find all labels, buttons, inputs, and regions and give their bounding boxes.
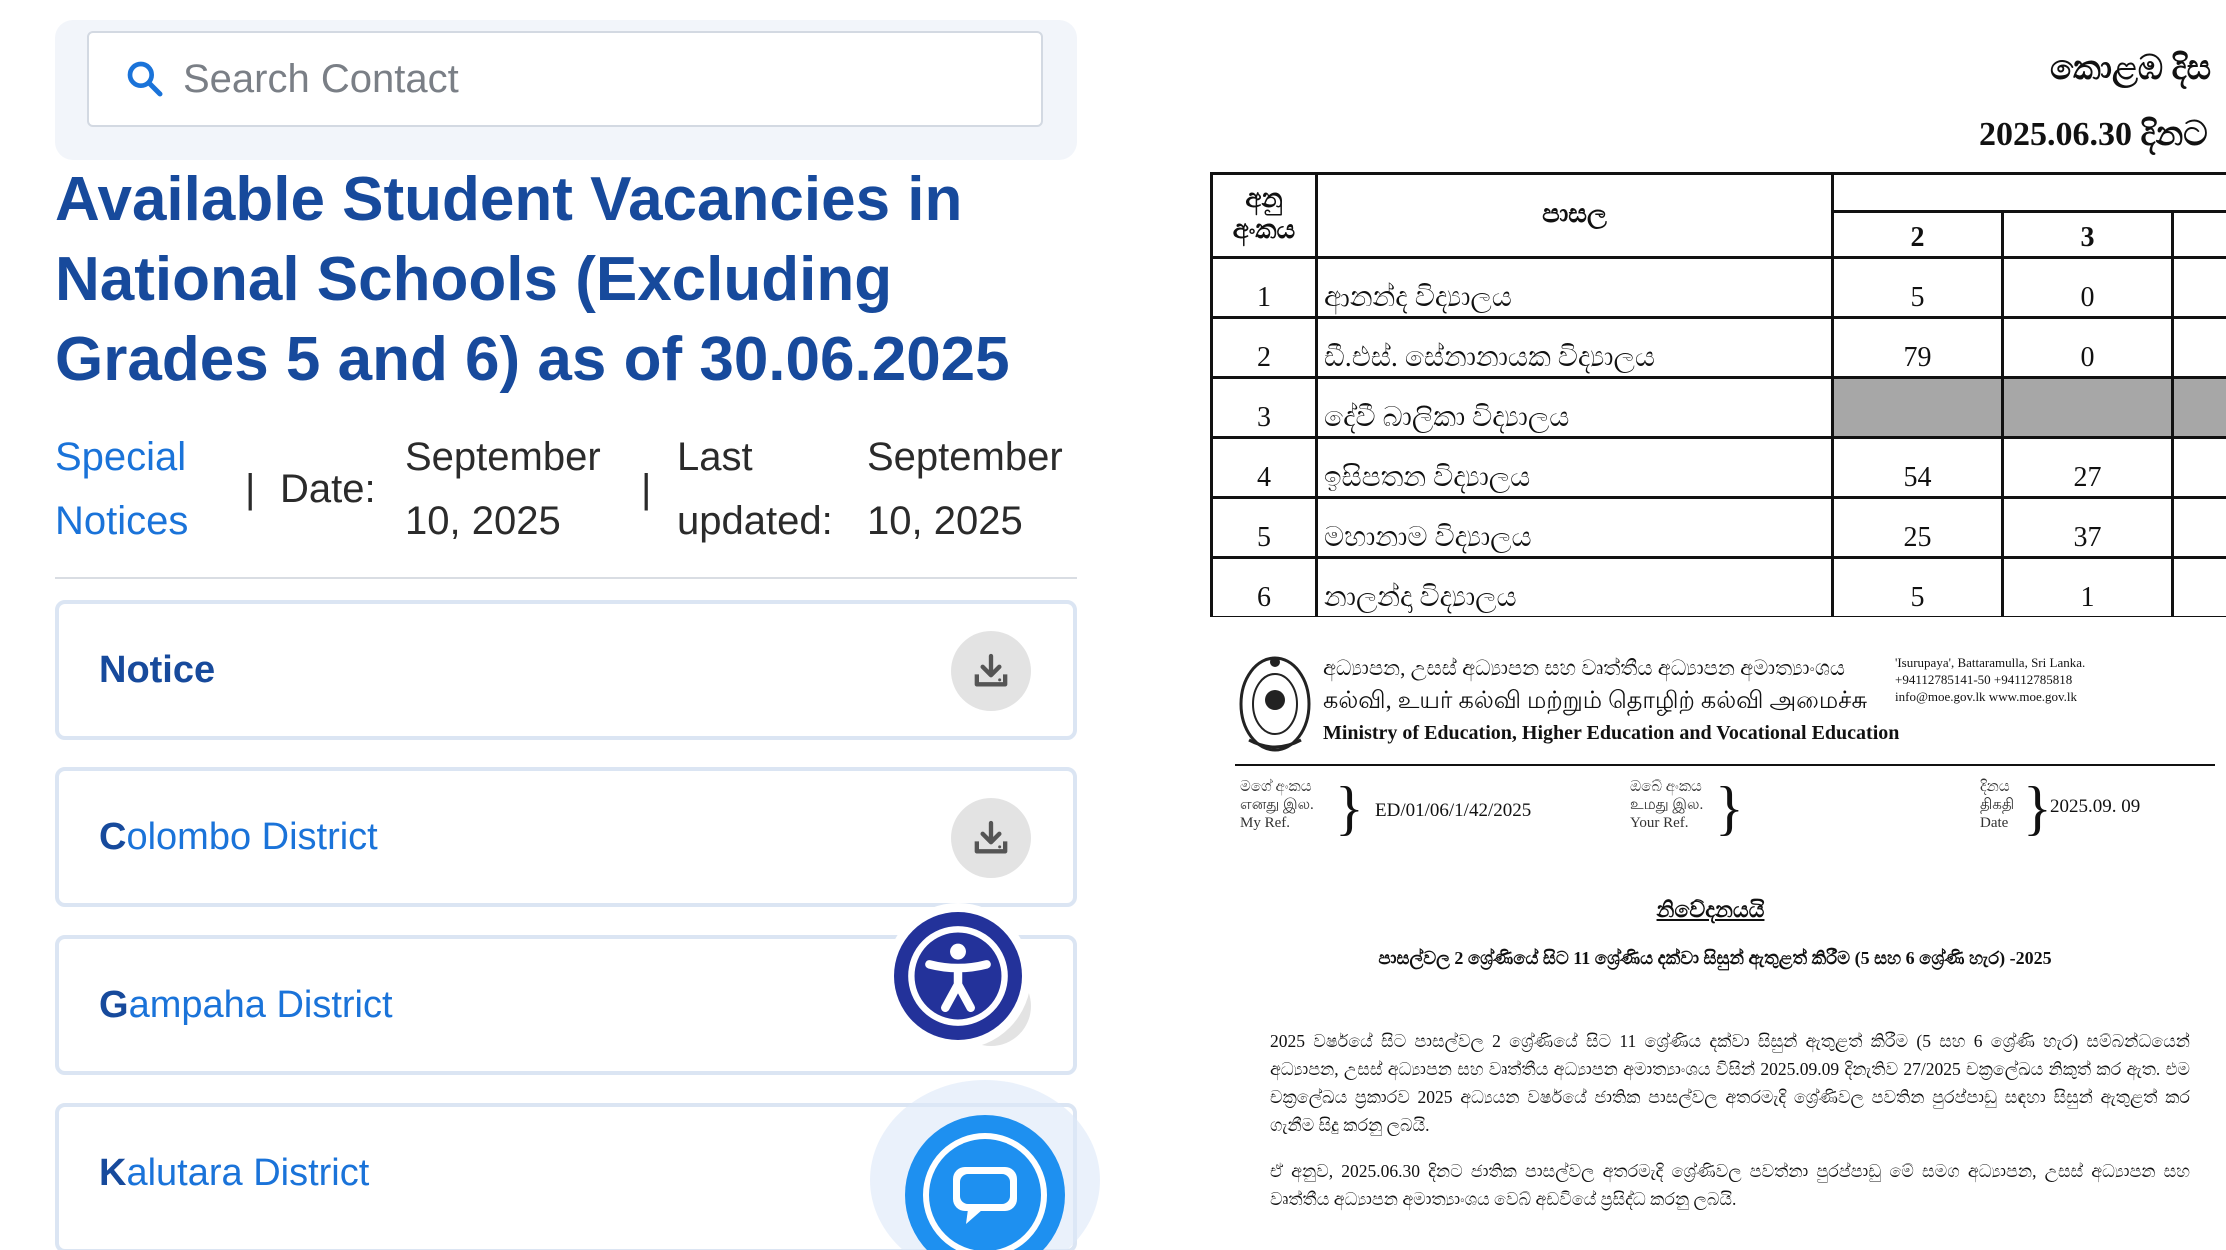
date-en: Date [1980,815,2009,831]
brace: } [1715,775,1744,841]
cell-grade4 [2173,438,2226,498]
date-label [1980,778,2014,832]
cell-grade2: 25 [1833,498,2003,558]
date-si: දිනය [1980,779,2010,795]
cell-grade4 [2173,558,2226,618]
meta-separator: | [245,467,256,511]
download-label [99,1107,369,1239]
search-field[interactable] [87,31,1043,127]
brace: } [2023,775,2052,841]
document-preview [1195,0,2226,1250]
your-ref-en: Your Ref. [1630,815,1689,831]
my-ref-ta: எனது இல. [1240,797,1314,813]
cell-school: ආනන්ද විද්‍යාලය [1317,258,1833,318]
page-title: Available Student Vacancies in National Schools (Excluding Grades 5 and 6) as of 30.06.2025 [55,165,1010,394]
cell-school: ඉසිපතන විද්‍යාලය [1317,438,1833,498]
download-card-colombo[interactable] [55,767,1077,907]
meta-separator: | [641,467,652,511]
table-row [1212,258,2226,318]
article-panel [0,0,1100,1250]
header-grades [1833,174,2226,212]
label-rest: ampaha District [128,984,393,1026]
reference-block [1235,775,2225,868]
label-initial: C [99,816,127,858]
brace: } [1335,775,1364,841]
header-grade: 3 [2003,212,2173,258]
download-icon [971,651,1011,691]
header-grade: 2 [1833,212,2003,258]
cell-number: 1 [1212,258,1317,318]
cell-grade2: 54 [1833,438,2003,498]
download-label: Notice [99,649,216,691]
label-rest: alutara District [126,1152,370,1194]
letterhead-sinhala: අධ්‍යාපන, උසස් අධ්‍යාපන සහ වෘත්තීය අධ්‍යාපන අමාත්‍යාංශය [1323,656,1845,680]
letterhead-english: Ministry of Education, Higher Education and Vocational Education [1323,722,1900,744]
vacancy-table [1210,172,2226,617]
accessibility-badge [894,912,1022,1040]
download-card-notice[interactable] [55,600,1077,740]
address-line: 'Isurupaya', Battaramulla, Sri Lanka. [1895,655,2086,670]
cell-grade4 [2173,318,2226,378]
label-initial: K [99,1152,127,1194]
table-row [1212,498,2226,558]
header-school: පාසල [1317,174,1833,258]
notice-paragraph: ඒ අනුව, 2025.06.30 දිනට ජාතික පාසල්වල අතරමැදි ශ්‍රේණිවල පවත්නා පුරප්පාඩු මේ සමග අධ්‍යාපන, උසස් අධ්‍යාපන සහ වෘත්තීය අධ්‍යාපන අමාත්‍යාංශය වෙබ් අඩවියේ ප්‍රසිද්ධ කරනු ලබයි. [1270,1161,2190,1209]
my-ref-value: ED/01/06/1/42/2025 [1375,800,1532,821]
chat-icon [950,1164,1020,1226]
cell-grade3: 27 [2003,438,2173,498]
cell-school: මහානාම විද්‍යාලය [1317,498,1833,558]
table-row [1212,378,2226,438]
cell-grade2: 79 [1833,318,2003,378]
header-grade [2173,212,2226,258]
last-updated-label: Last updated: [677,435,833,543]
cell-grade3: 0 [2003,318,2173,378]
cell-grade3: 1 [2003,558,2173,618]
download-icon [971,818,1011,858]
cell-grade3 [2003,378,2173,438]
search-icon [125,59,165,99]
category-link[interactable]: Special Notices [55,435,189,543]
accessibility-button[interactable] [885,903,1031,1049]
date-value: September 10, 2025 [405,435,601,543]
cell-school: ඩී.එස්. සේනානායක විද්‍යාලය [1317,318,1833,378]
notice-heading: නිවේදනයයි [1656,897,1765,922]
my-ref-si: මගේ අංකය [1240,779,1312,795]
cell-grade3: 37 [2003,498,2173,558]
your-ref-ta: உமது இல. [1630,797,1704,813]
my-ref-label [1240,778,1314,832]
accessibility-icon [905,923,1011,1029]
document-as-of-date: 2025.06.30 දිනට [1979,116,2208,153]
cell-grade2: 5 [1833,258,2003,318]
last-updated-value: September 10, 2025 [867,435,1063,543]
cell-number: 3 [1212,378,1317,438]
cell-school: දේවී බාලිකා විද්‍යාලය [1317,378,1833,438]
letterhead-rule [1235,764,2215,766]
cell-grade3: 0 [2003,258,2173,318]
cell-number: 2 [1212,318,1317,378]
your-ref-label [1630,778,1703,832]
cell-school: නාලන්දා විද්‍යාලය [1317,558,1833,618]
header-number: අනු අංකය [1212,174,1317,258]
table-row [1212,558,2226,618]
divider [55,577,1077,579]
cell-number: 6 [1212,558,1317,618]
label-rest: olombo District [126,816,378,858]
search-bar [55,20,1077,160]
cell-grade2: 5 [1833,558,2003,618]
address-line: info@moe.gov.lk www.moe.gov.lk [1895,689,2078,704]
emblem-icon [1235,650,1315,758]
date-label: Date: [280,467,376,511]
cell-grade4 [2173,258,2226,318]
chat-badge [923,1133,1047,1250]
your-ref-si: ඔබේ අංකය [1630,779,1702,795]
cell-number: 4 [1212,438,1317,498]
cell-grade4 [2173,498,2226,558]
my-ref-en: My Ref. [1240,815,1290,831]
download-label [99,939,393,1071]
address-line: +94112785141-50 +94112785818 [1895,672,2073,687]
ministry-letterhead [1235,650,2225,760]
date-ta: திகதி [1980,797,2015,813]
table-row [1212,318,2226,378]
download-button[interactable] [951,798,1031,878]
letterhead-address [1895,654,2085,705]
label-initial: G [99,984,129,1026]
table-row [1212,438,2226,498]
document-location: කොළඹ දිස [2050,50,2212,87]
search-input[interactable] [183,57,1003,102]
cell-grade4 [2173,378,2226,438]
cell-number: 5 [1212,498,1317,558]
cell-grade2 [1833,378,2003,438]
notice-paragraph: 2025 වර්ෂයේ සිට පාසල්වල 2 ශ්‍රේණියේ සිට 11 ශ්‍රේණිය දක්වා සිසුන් ඇතුළත් කිරීම (5 සහ 6 ශ්‍රේණි හැර) සම්බන්ධයෙන් අධ්‍යාපන, උසස් අධ්‍යාපන සහ වෘත්තීය අධ්‍යාපන අමාත්‍යාංශය විසින් 2025.09.09 දිනැතිව 27/2025 චක්‍රලේඛය නිකුත් කර ඇත. එම චක්‍රලේඛය ප්‍රකාරව 2025 අධ්‍යයන වර්ෂයේ ජාතික පාසල්වල අතරමැදි ශ්‍රේණිවල පවතින පුරප්පාඩු සඳහා සිසුන් ඇතුළත් කර ගැනීම සිදු කරනු ලබයි. [1270,1031,2190,1135]
download-button[interactable] [951,631,1031,711]
date-value: 2025.09. 09 [2050,796,2141,817]
download-label [99,771,378,903]
letterhead-tamil: கல்வி, உயர் கல்வி மற்றும் தொழிற் கல்வி அமைச்சு [1323,688,1868,714]
notice-subject: පාසල්වල 2 ශ්‍රේණියේ සිට 11 ශ්‍රේණිය දක්වා සිසුන් ඇතුළත් කිරීම (5 සහ 6 ශ්‍රේණි හැර) -2025 [1378,948,2052,968]
article-meta [55,425,1095,555]
